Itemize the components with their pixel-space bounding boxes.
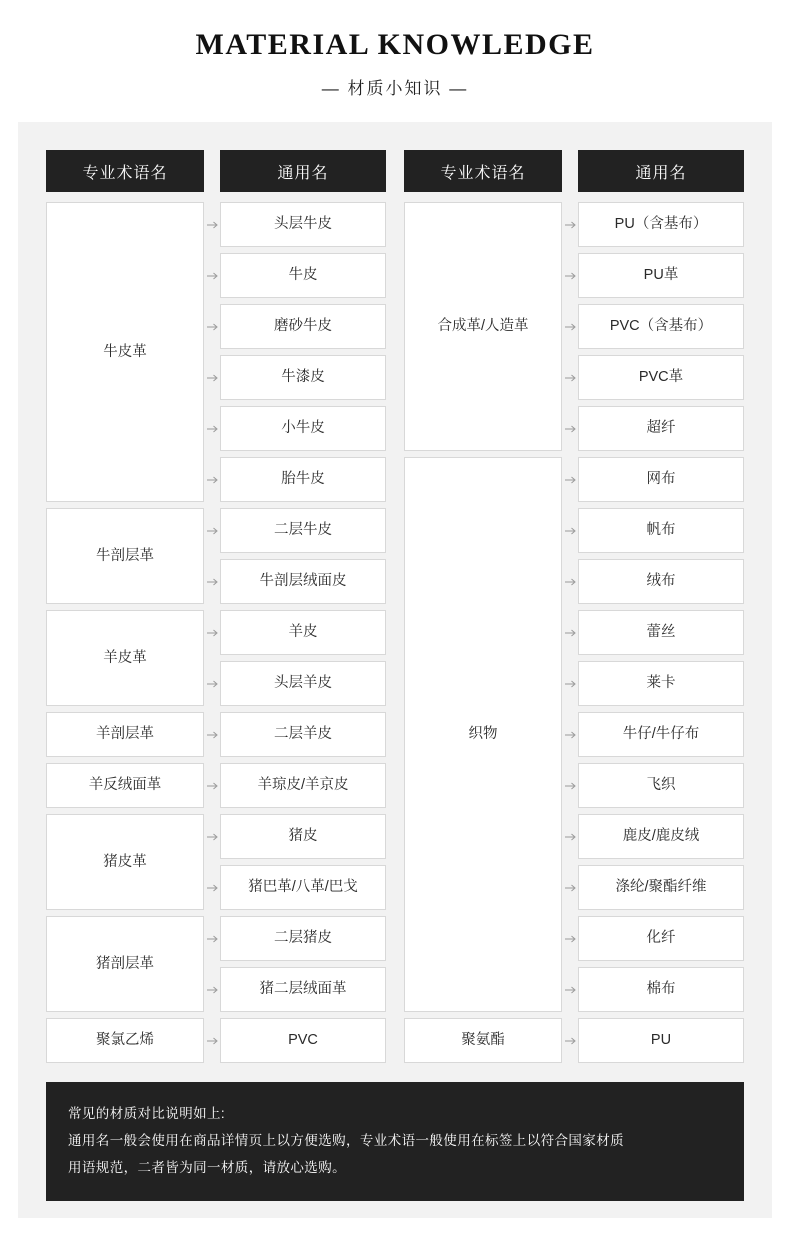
table-group-left <box>46 150 386 1063</box>
common-name-label: 鹿皮/鹿皮绒 <box>622 828 700 845</box>
arrow-right-icon <box>565 475 577 485</box>
common-name-label: 猪皮 <box>288 828 318 845</box>
common-name-label: 飞织 <box>646 777 676 794</box>
common-name-cell <box>578 967 744 1012</box>
common-name-cell <box>578 610 744 655</box>
common-name-label: PU（含基布） <box>614 216 708 233</box>
common-name-cell <box>578 457 744 502</box>
common-name-label: 棉布 <box>646 981 676 998</box>
common-name-cell <box>220 610 386 655</box>
common-name-label: PU革 <box>643 267 679 284</box>
common-name-cell <box>578 1018 744 1063</box>
common-name-cell <box>220 661 386 706</box>
common-name-label: PVC（含基布） <box>609 318 713 335</box>
page-title: MATERIAL KNOWLEDGE <box>195 28 595 61</box>
column-header-term-left: 专业术语名 <box>46 150 204 192</box>
term-cell: 羊剖层革 <box>46 712 204 757</box>
arrow-right-icon <box>207 985 219 995</box>
arrow-right-icon <box>207 577 219 587</box>
common-name-label: 二层猪皮 <box>274 930 332 947</box>
arrow-right-icon <box>565 373 577 383</box>
arrow-right-icon <box>565 424 577 434</box>
common-name-cell <box>578 712 744 757</box>
term-cell: 猪皮革 <box>46 814 204 910</box>
arrow-right-icon <box>565 271 577 281</box>
common-name-label: 帆布 <box>646 522 676 539</box>
arrow-right-icon <box>207 730 219 740</box>
common-name-cell <box>578 763 744 808</box>
arrow-right-icon <box>565 526 577 536</box>
arrow-right-icon <box>565 628 577 638</box>
arrow-right-icon <box>207 526 219 536</box>
common-name-cell <box>578 406 744 451</box>
common-name-label: 化纤 <box>646 930 676 947</box>
common-name-cell <box>220 355 386 400</box>
common-name-label: 羊琼皮/羊京皮 <box>257 777 349 794</box>
arrow-right-icon <box>207 322 219 332</box>
term-list-right <box>404 202 562 1063</box>
common-name-label: 头层牛皮 <box>274 216 332 233</box>
common-name-cell <box>578 355 744 400</box>
common-name-label: PVC <box>288 1032 318 1049</box>
arrow-right-icon <box>565 322 577 332</box>
common-name-label: 涤纶/聚酯纤维 <box>615 879 707 896</box>
common-name-cell <box>578 304 744 349</box>
common-name-label: 牛剖层绒面皮 <box>259 573 347 590</box>
common-name-cell <box>220 814 386 859</box>
common-name-cell <box>220 559 386 604</box>
arrow-right-icon <box>565 781 577 791</box>
common-name-label: 头层羊皮 <box>274 675 332 692</box>
arrow-right-icon <box>207 1036 219 1046</box>
common-list-left <box>220 202 386 1063</box>
note-line-1: 常见的材质对比说明如上: <box>68 1106 226 1121</box>
material-table <box>46 150 744 1063</box>
common-name-cell <box>578 661 744 706</box>
common-name-label: 牛皮 <box>288 267 318 284</box>
common-name-cell <box>220 304 386 349</box>
column-header-term-right: 专业术语名 <box>404 150 562 192</box>
arrow-right-icon <box>565 883 577 893</box>
common-name-label: PU <box>650 1032 672 1049</box>
common-name-cell <box>578 814 744 859</box>
common-name-cell <box>220 865 386 910</box>
common-name-cell <box>220 202 386 247</box>
common-name-cell <box>578 865 744 910</box>
common-name-label: 网布 <box>646 471 676 488</box>
common-name-label: 二层牛皮 <box>274 522 332 539</box>
arrow-right-icon <box>207 883 219 893</box>
arrow-right-icon <box>565 832 577 842</box>
term-cell: 织物 <box>404 457 562 1012</box>
arrow-right-icon <box>565 1036 577 1046</box>
common-name-cell <box>220 763 386 808</box>
common-name-cell <box>220 457 386 502</box>
term-cell: 羊皮革 <box>46 610 204 706</box>
common-name-cell <box>578 202 744 247</box>
common-name-cell <box>220 508 386 553</box>
common-name-cell <box>220 1018 386 1063</box>
arrow-right-icon <box>565 934 577 944</box>
common-name-label: 羊皮 <box>288 624 318 641</box>
common-name-cell <box>220 712 386 757</box>
common-name-label: PVC革 <box>638 369 684 386</box>
common-name-label: 磨砂牛皮 <box>274 318 332 335</box>
term-cell: 牛皮革 <box>46 202 204 502</box>
common-name-label: 猪二层绒面革 <box>259 981 347 998</box>
page-header <box>0 0 790 99</box>
arrow-right-icon <box>207 832 219 842</box>
common-name-cell <box>578 508 744 553</box>
common-name-label: 胎牛皮 <box>281 471 325 488</box>
term-cell: 聚氨酯 <box>404 1018 562 1063</box>
arrow-right-icon <box>565 985 577 995</box>
term-cell: 猪剖层革 <box>46 916 204 1012</box>
arrow-right-icon <box>207 271 219 281</box>
common-name-label: 绒布 <box>646 573 676 590</box>
arrow-right-icon <box>207 628 219 638</box>
note-line-3: 用语规范，二者皆为同一材质，请放心选购。 <box>68 1160 346 1175</box>
common-name-label: 二层羊皮 <box>274 726 332 743</box>
column-common-right <box>578 150 744 1063</box>
term-cell: 牛剖层革 <box>46 508 204 604</box>
arrow-right-icon <box>207 373 219 383</box>
page-subtitle: — 材质小知识 — <box>321 79 469 98</box>
arrow-right-icon <box>565 220 577 230</box>
common-name-cell <box>220 916 386 961</box>
column-term-left <box>46 150 204 1063</box>
arrow-right-icon <box>565 577 577 587</box>
common-name-cell <box>220 406 386 451</box>
common-name-cell <box>578 253 744 298</box>
note-line-2: 通用名一般会使用在商品详情页上以方便选购，专业术语一般使用在标签上以符合国家材质 <box>68 1133 624 1148</box>
arrow-right-icon <box>207 475 219 485</box>
common-name-cell <box>220 253 386 298</box>
arrow-right-icon <box>565 730 577 740</box>
common-name-label: 莱卡 <box>646 675 676 692</box>
content-panel <box>18 122 772 1218</box>
arrow-right-icon <box>565 679 577 689</box>
column-header-common-right: 通用名 <box>578 150 744 192</box>
table-group-right <box>404 150 744 1063</box>
column-term-right <box>404 150 562 1063</box>
common-name-label: 蕾丝 <box>646 624 676 641</box>
common-name-label: 牛仔/牛仔布 <box>622 726 700 743</box>
arrow-right-icon <box>207 679 219 689</box>
common-name-label: 牛漆皮 <box>281 369 325 386</box>
common-name-cell <box>578 916 744 961</box>
column-header-common-left: 通用名 <box>220 150 386 192</box>
footer-note <box>46 1082 744 1201</box>
term-cell: 羊反绒面革 <box>46 763 204 808</box>
arrow-right-icon <box>207 220 219 230</box>
arrow-right-icon <box>207 424 219 434</box>
column-common-left <box>220 150 386 1063</box>
common-name-cell <box>220 967 386 1012</box>
term-list-left <box>46 202 204 1063</box>
arrow-right-icon <box>207 781 219 791</box>
common-name-cell <box>578 559 744 604</box>
common-name-label: 猪巴革/八革/巴戈 <box>248 879 358 896</box>
common-list-right <box>578 202 744 1063</box>
arrow-right-icon <box>207 934 219 944</box>
term-cell: 聚氯乙烯 <box>46 1018 204 1063</box>
term-cell: 合成革/人造革 <box>404 202 562 451</box>
common-name-label: 超纤 <box>646 420 676 437</box>
common-name-label: 小牛皮 <box>281 420 325 437</box>
